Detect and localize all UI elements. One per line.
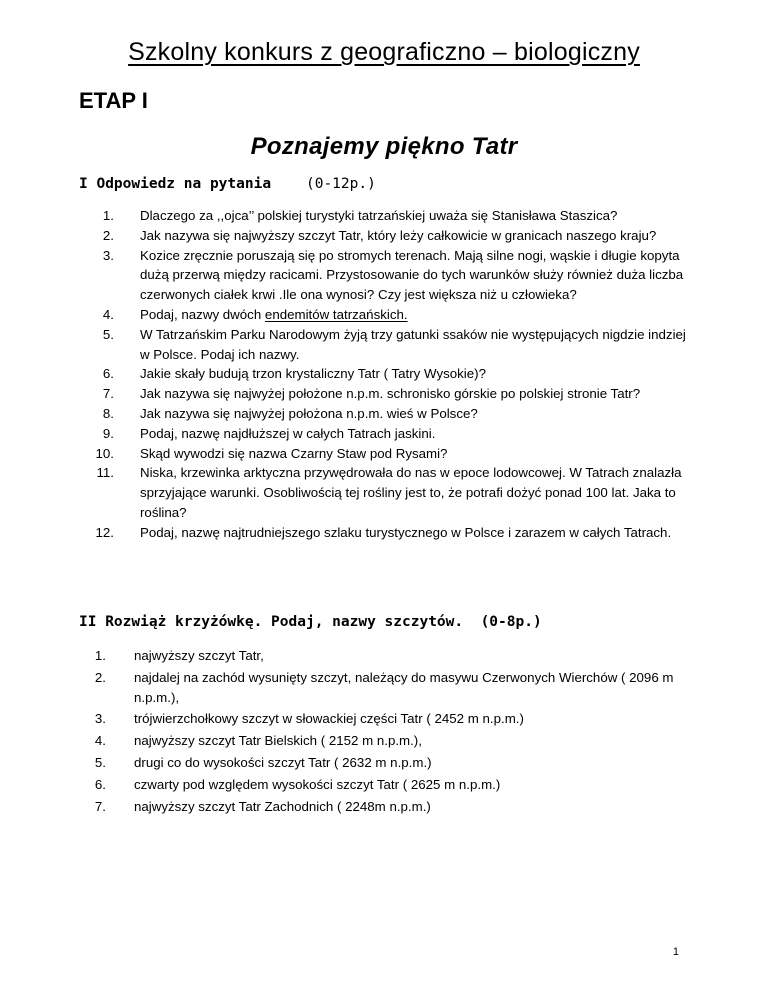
page-number: 1 [672,946,679,958]
item-number: 2. [102,227,114,243]
list-item [86,246,686,305]
list-item [86,709,686,729]
question-text: Jak nazywa się najwyżej położona n.p.m. wieś w Polsce? [140,405,478,421]
questions-list [86,206,686,543]
clue-text: trójwierzchołkowy szczyt w słowackiej części Tatr ( 2452 m n.p.m.) [134,711,524,727]
item-number: 1. [102,208,114,223]
list-item [86,753,686,773]
clue-text: najwyższy szczyt Tatr Bielskich ( 2152 m n.p.m.), [134,733,422,749]
list-item [86,523,686,543]
list-item [86,797,686,817]
question-text: Dlaczego za ,,ojca’’ polskiej turystyki tatrzańskiej uważa się Stanisława Staszica? [140,208,618,223]
item-number: 8. [102,405,114,421]
question-text: Jak nazywa się najwyżej położone n.p.m. schronisko górskie po polskiej stronie Tatr? [140,386,641,402]
item-number: 4. [102,306,114,322]
item-number: 10. [95,445,114,461]
section1-points: (0-12p.) [305,176,376,192]
list-item [86,775,686,795]
clue-text: najdalej na zachód wysunięty szczyt, należący do masywu Czerwonych Wierchów ( 2096 m n.p.m.), [134,669,674,705]
section1-heading [79,176,376,192]
section2-heading [79,614,542,630]
list-item [86,668,686,708]
list-item [86,384,686,404]
item-number: 12. [95,524,114,540]
question-text: Kozice zręcznie poruszają się po stromych terenach. Mają silne nogi, wąskie i długie kopyta dużą przerwą między racicami. Przystosowanie do tych warunków służy również duża liczba czerwonych ciałek krwi .Ile ona wynosi? Czy jest większa niż u człowieka? [140,247,684,303]
item-number: 3. [102,247,114,263]
list-item [86,463,686,522]
clue-text: najwyższy szczyt Tatr, [134,648,264,663]
list-item [86,646,686,666]
question-text: Podaj, nazwę najtrudniejszego szlaku turystycznego w Polsce i zarazem w całych Tatrach. [140,524,672,540]
question-text: Skąd wywodzi się nazwa Czarny Staw pod Rysami? [140,445,448,461]
item-number: 5. [94,754,106,770]
clue-text: drugi co do wysokości szczyt Tatr ( 2632 m n.p.m.) [134,754,432,770]
question-text: Podaj, nazwę najdłuższej w całych Tatrach jaskini. [140,425,436,441]
list-item [86,305,686,325]
list-item [86,364,686,384]
item-number: 5. [102,326,114,342]
clue-text: czwarty pod względem wysokości szczyt Tatr ( 2625 m n.p.m.) [134,776,501,792]
item-number: 11. [96,465,114,481]
question-text: Niska, krzewinka arktyczna przywędrowała do nas w epoce lodowcowej. W Tatrach znalazła sprzyjające warunki. Osobliwością tej rośliny jest to, że potrafi dożyć ponad 100 lat. Jaka to roślina? [140,465,682,520]
item-number: 6. [102,366,114,382]
section2-points: (0-8p.) [480,614,542,630]
clue-text: najwyższy szczyt Tatr Zachodnich ( 2248m n.p.m.) [134,798,431,814]
question-text: Jakie skały budują trzon krystaliczny Tatr ( Tatry Wysokie)? [140,366,486,382]
item-number: 6. [94,776,106,792]
item-number: 4. [94,733,106,749]
stage-heading: ETAP I [79,88,148,113]
item-number: 7. [94,798,106,814]
list-item [86,424,686,444]
crossword-clues-list [86,646,686,816]
section2-heading-text: II Rozwiąż krzyżówkę. Podaj, nazwy szczytów. [79,614,464,630]
list-item [86,226,686,246]
list-item [86,444,686,464]
section1-heading-text: I Odpowiedz na pytania [79,176,272,192]
document-title: Szkolny konkurs z geograficzno – biologiczny [128,38,640,66]
item-number: 7. [102,386,114,402]
question-text: W Tatrzańskim Parku Narodowym żyją trzy gatunki ssaków nie występujących nigdzie indziej w Polsce. Podaj ich nazwy. [140,326,686,362]
question-text: Jak nazywa się najwyższy szczyt Tatr, który leży całkowicie w granicach naszego kraju? [140,227,657,243]
question-text: Podaj, nazwy dwóch [140,306,265,322]
item-number: 3. [94,711,106,727]
list-item [86,731,686,751]
list-item [86,206,686,226]
item-number: 2. [94,669,106,685]
subtitle: Poznajemy piękno Tatr [250,133,518,160]
list-item [86,325,686,365]
item-number: 1. [94,648,106,663]
underlined-term: endemitów tatrzańskich. [264,306,408,322]
list-item [86,404,686,424]
item-number: 9. [102,425,114,441]
